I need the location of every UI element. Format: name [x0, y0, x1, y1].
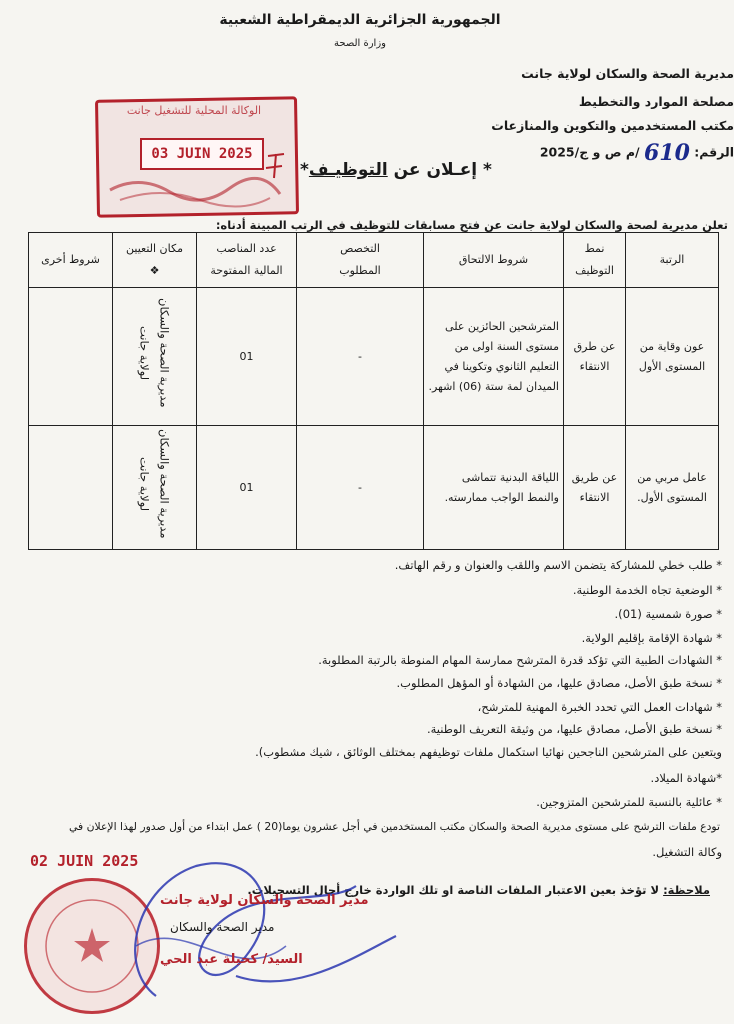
requirement-item: * طلب خطي للمشاركة يتضمن الاسم واللقب والعنوان و رقم الهاتف. — [394, 558, 722, 572]
cell-posts: 01 — [197, 426, 297, 550]
positions-table — [28, 232, 719, 550]
submission-instructions-end: وكالة التشغيل. — [652, 845, 722, 859]
cell-specialty: - — [297, 426, 424, 550]
table-row — [29, 426, 719, 550]
cell-mode: عن طريق الانتقاء — [564, 426, 626, 550]
requirement-item: ويتعين على المترشحين الناجحين نهائيا استكمال ملفات توظيفهم بمختلف الوثائق ، شيك مشطوب). — [255, 745, 722, 759]
header-mode — [564, 233, 626, 288]
header-posts — [197, 233, 297, 288]
cell-conditions: المترشحين الحائزين على مستوى السنة اولى من التعليم الثانوي وتكوينا في الميدان لمة ستة (06) اشهر. — [424, 288, 564, 426]
cell-place-text: مديرية الصحة والسكان لولاية جانت — [137, 429, 172, 539]
cell-mode: عن طرق الانتقاء — [564, 288, 626, 426]
requirement-item: * الوضعية تجاه الخدمة الوطنية. — [572, 583, 722, 597]
reference-suffix: /م ص و ج/2025 — [539, 144, 640, 160]
country-header: الجمهورية الجزائرية الديمقراطية الشعبية — [219, 12, 501, 28]
table-row — [29, 288, 719, 426]
admin-line-directorate: مديرية الصحة والسكان لولاية جانت — [521, 66, 734, 81]
reference-number — [540, 140, 734, 166]
requirement-item: *شهادة الميلاد. — [650, 771, 722, 785]
header-specialty-line1: التخصص — [340, 242, 380, 255]
cell-place — [113, 426, 197, 550]
header-specialty-line2: المطلوب — [339, 264, 381, 277]
header-other-label: شروط أخرى — [41, 253, 100, 266]
signature-title-stamp: مدير الصحة والسكان لولاية جانت — [160, 893, 369, 908]
header-rank — [626, 233, 719, 288]
cell-place — [113, 288, 197, 426]
header-mode-line2: التوظيف — [575, 264, 614, 277]
cell-specialty: - — [297, 288, 424, 426]
title-suffix: * — [300, 160, 309, 180]
header-conditions-label: شروط الالتحاق — [458, 253, 529, 266]
note-text: لا تؤخذ بعين الاعتبار الملفات الناصة او تلك الواردة خارج أجال التسجيلات. — [247, 883, 664, 897]
requirement-item: * عائلية بالنسبة للمترشحين المتزوجين. — [536, 795, 722, 809]
header-mode-line1: نمط — [584, 242, 605, 255]
header-posts-line2: المالية المفتوحة — [210, 264, 283, 277]
header-rank-label: الرتبة — [659, 253, 685, 266]
admin-line-service: مصلحة الموارد والتخطيط — [578, 94, 734, 109]
cell-rank: عون وقاية من المستوى الأول — [626, 288, 719, 426]
stamp-date: 03 JUIN 2025 — [140, 138, 264, 170]
header-specialty — [297, 233, 424, 288]
admin-line-office: مكتب المستخدمين والتكوين والمنازعات — [491, 118, 734, 133]
title-underlined: التوظيـف — [308, 160, 388, 180]
header-place — [113, 233, 197, 288]
signature-title-handwritten: مدير الصحة والسكان — [170, 920, 275, 934]
note-label: ملاحظة: — [663, 883, 710, 897]
requirement-item: * شهادات العمل التي تحدد الخبرة المهنية للمترشح، — [477, 700, 722, 714]
cell-rank: عامل مربي من المستوى الأول. — [626, 426, 719, 550]
header-conditions — [424, 233, 564, 288]
submission-instructions: تودع ملفات الترشح على مستوى مديرية الصحة والسكان مكتب المستخدمين في أجل عشرون يوما(20 ) عمل ابتداء من أول صدور لهذا الإعلان في — [69, 820, 720, 833]
requirement-item: * نسخة طبق الأصل، مصادق عليها، من وثيقة التعريف الوطنية. — [426, 722, 722, 736]
reference-label: الرقم: — [694, 144, 734, 160]
stamp-agency-text: الوكالة المحلية للتشغيل جانت — [126, 104, 262, 117]
ministry-header: وزارة الصحة — [334, 38, 386, 49]
header-place-bullet: ❖ — [149, 264, 160, 277]
title-prefix: * إعـلان عن — [387, 160, 492, 180]
cell-conditions: اللياقة البدنية تتماشى والنمط الواجب ممارسته. — [424, 426, 564, 550]
signature-date-stamp: 02 JUIN 2025 — [30, 852, 139, 870]
announcement-intro: تعلن مديرية لصحة والسكان لولاية جانت عن فتح مسابقات للتوظيف في الرتب المبينة أدناه: — [215, 218, 728, 232]
cell-other — [29, 288, 113, 426]
cell-other — [29, 426, 113, 550]
reference-handwritten-number: 610 — [643, 140, 690, 166]
table-header-row — [29, 233, 719, 288]
header-place-line1: مكان التعيين — [126, 242, 183, 255]
handwritten-mark-icon — [262, 148, 292, 184]
requirement-item: * صورة شمسية (01). — [614, 607, 722, 621]
requirement-item: * الشهادات الطبية التي تؤكد قدرة المترشح ممارسة المهام المنوطة بالرتبة المطلوبة. — [318, 653, 722, 667]
header-other — [29, 233, 113, 288]
requirement-item: * نسخة طبق الأصل، مصادق عليها، من الشهادة أو المؤهل المطلوب. — [396, 676, 722, 690]
cell-place-text: مديرية الصحة والسكان لولاية جانت — [137, 298, 172, 408]
header-posts-line1: عدد المناصب — [216, 242, 277, 255]
signature-name-stamp: السيد/ كحيلة عبد الحي — [160, 952, 303, 967]
requirement-item: * شهادة الإقامة بإقليم الولاية. — [581, 631, 722, 645]
announcement-title — [300, 160, 492, 180]
cell-posts: 01 — [197, 288, 297, 426]
